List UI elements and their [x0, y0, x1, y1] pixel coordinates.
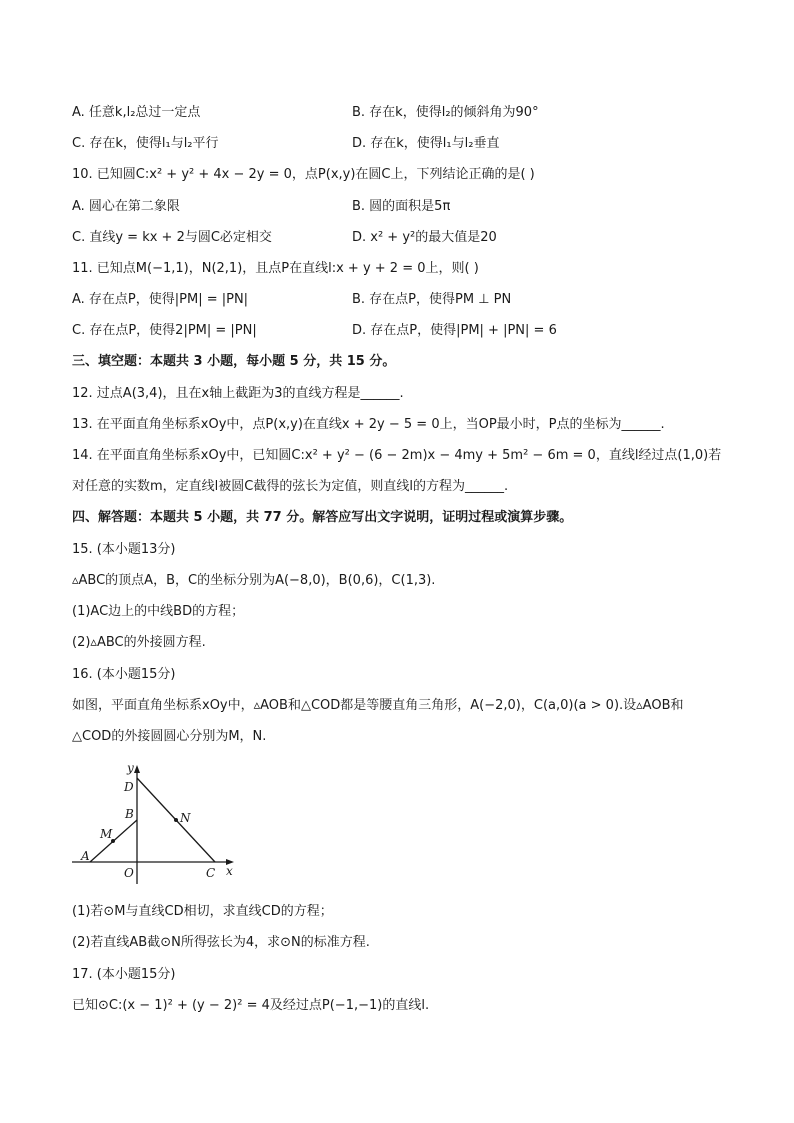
q15-stem: ▵ABC的顶点A，B，C的坐标分别为A(−8,0)，B(0,6)，C(1,3). — [72, 573, 436, 588]
q16-header: 16. (本小题15分) — [72, 667, 176, 682]
point-n — [174, 818, 178, 822]
q12-text: 12. 过点A(3,4)，且在x轴上截距为3的直线方程是______. — [72, 386, 404, 401]
q14-line-1: 14. 在平面直角坐标系xOy中，已知圆C:x² + y² − (6 − 2m)x − 4my + 5m² − 6m = 0，直线l经过点(1,0)若 — [72, 448, 722, 463]
q16-geometry-figure — [72, 760, 242, 890]
label-d: D — [124, 780, 134, 794]
label-n: N — [180, 811, 191, 825]
q16-line-1: 如图，平面直角坐标系xOy中，▵AOB和△COD都是等腰直角三角形，A(−2,0)，C(a,0)(a > 0).设▵AOB和 — [72, 698, 684, 713]
label-m: M — [100, 827, 113, 841]
q16-part-2: (2)若直线AB截⊙N所得弦长为4，求⊙N的标准方程. — [72, 935, 370, 950]
section-solution-heading: 四、解答题：本题共 5 小题，共 77 分。解答应写出文字说明，证明过程或演算步骤。 — [72, 510, 573, 525]
q10-option-d: D. x² + y²的最大值是20 — [352, 230, 497, 245]
q10-stem: 10. 已知圆C:x² + y² + 4x − 2y = 0，点P(x,y)在圆C上，下列结论正确的是( ) — [72, 167, 535, 182]
q14-line-2: 对任意的实数m，定直线l被圆C截得的弦长为定值，则直线l的方程为______. — [72, 479, 509, 494]
q10-option-c: C. 直线y = kx + 2与圆C必定相交 — [72, 230, 272, 245]
q16-line-2: △COD的外接圆圆心分别为M，N. — [72, 729, 267, 744]
q13-text: 13. 在平面直角坐标系xOy中，点P(x,y)在直线x + 2y − 5 = 0上，当OP最小时，P点的坐标为______. — [72, 417, 665, 432]
q11-option-b: B. 存在点P，使得PM ⊥ PN — [352, 292, 512, 307]
q16-part-1: (1)若⊙M与直线CD相切，求直线CD的方程； — [72, 904, 333, 919]
q11-option-a: A. 存在点P，使得|PM| = |PN| — [72, 292, 249, 307]
label-b: B — [125, 807, 134, 821]
q9-option-c: C. 存在k，使得l₁与l₂平行 — [72, 136, 219, 151]
q17-stem: 已知⊙C:(x − 1)² + (y − 2)² = 4及经过点P(−1,−1)的直线l. — [72, 998, 430, 1013]
q9-option-a: A. 任意k,l₂总过一定点 — [72, 105, 201, 120]
y-axis-arrow-icon — [134, 765, 140, 773]
q11-option-d: D. 存在点P，使得|PM| + |PN| = 6 — [352, 323, 557, 338]
q17-header: 17. (本小题15分) — [72, 967, 176, 982]
label-o: O — [124, 866, 134, 880]
q10-option-b: B. 圆的面积是5π — [352, 199, 451, 214]
label-c: C — [206, 866, 216, 880]
q11-option-c: C. 存在点P，使得2|PM| = |PN| — [72, 323, 257, 338]
q10-option-a: A. 圆心在第二象限 — [72, 199, 180, 214]
q9-option-d: D. 存在k，使得l₁与l₂垂直 — [352, 136, 500, 151]
label-y: y — [127, 761, 134, 775]
q15-part-1: (1)AC边上的中线BD的方程； — [72, 604, 245, 619]
q9-option-b: B. 存在k，使得l₂的倾斜角为90° — [352, 105, 539, 120]
q15-header: 15. (本小题13分) — [72, 542, 176, 557]
label-a: A — [81, 849, 90, 863]
q15-part-2: (2)▵ABC的外接圆方程. — [72, 635, 206, 650]
label-x: x — [226, 864, 233, 878]
section-fill-in-heading: 三、填空题：本题共 3 小题，每小题 5 分，共 15 分。 — [72, 354, 396, 369]
q11-stem: 11. 已知点M(−1,1)，N(2,1)，且点P在直线l:x + y + 2 = 0上，则( ) — [72, 261, 479, 276]
